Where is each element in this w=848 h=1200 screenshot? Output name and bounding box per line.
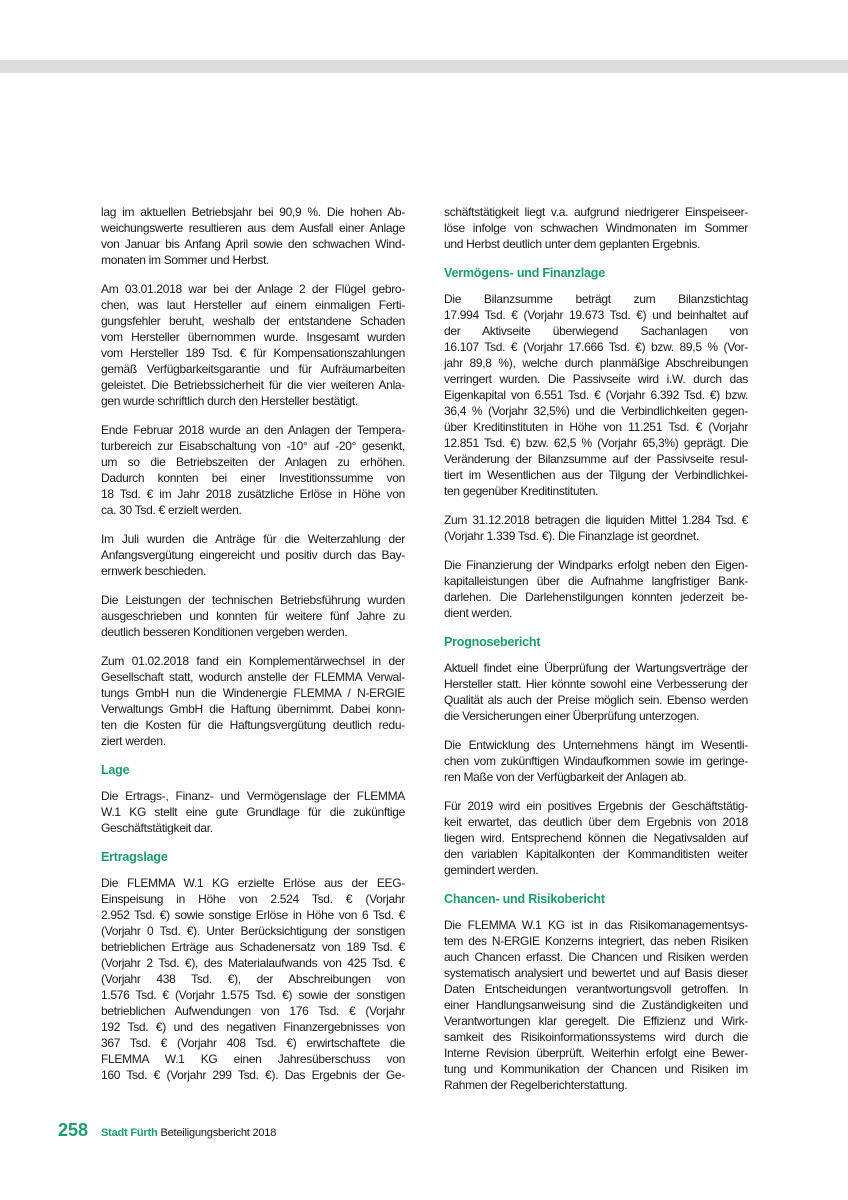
text-line: chen, was laut Hersteller auf einem einmaligen Ferti-: [101, 298, 405, 312]
text-line: ten gegenüber Kreditinstituten.: [444, 484, 599, 498]
text-line: ten die Kosten für die Haftungsvergütung deutlich redu-: [101, 718, 405, 732]
text-line: Zum 01.02.2018 fand ein Komplementärwechsel in der: [101, 654, 405, 668]
text-line: vom Hersteller übernommen wurde. Insgesamt wurden: [101, 330, 405, 344]
page-footer: [58, 1120, 276, 1141]
text-line: 12.851 Tsd. €) bzw. 62,5 % (Vorjahr 65,3%) geprägt. Die: [444, 436, 748, 450]
right-column: [444, 204, 748, 1106]
text-line: Zum 31.12.2018 betragen die liquiden Mittel 1.284 Tsd. €: [444, 513, 748, 527]
text-line: Die Leistungen der technischen Betriebsführung wurden: [101, 593, 405, 607]
section-heading: Ertragslage: [101, 850, 168, 864]
text-line: (Vorjahr 1.339 Tsd. €). Die Finanzlage ist geordnet.: [444, 529, 699, 543]
text-line: keit erwartet, das deutlich über dem Ergebnis von 2018: [444, 815, 748, 829]
text-line: die Versicherungen einer Überprüfung unterzogen.: [444, 709, 700, 723]
text-line: tung und Kommunikation der Chancen und Risiken im: [444, 1062, 748, 1076]
text-line: jahr 89,8 %), welche durch planmäßige Abschreibungen: [444, 356, 748, 370]
text-line: Aktuell findet eine Überprüfung der Wartungsverträge der: [444, 661, 748, 675]
text-line: 192 Tsd. €) und des negativen Finanzergebnisses von: [101, 1020, 405, 1034]
text-line: Die FLEMMA W.1 KG erzielte Erlöse aus der EEG-: [101, 876, 405, 890]
top-gray-bar: [0, 60, 848, 73]
text-line: vom Hersteller 189 Tsd. € für Kompensationszahlungen: [101, 346, 405, 360]
text-line: Die Bilanzsumme beträgt zum Bilanzstichtag: [444, 292, 748, 306]
text-line: ernwerk beschieden.: [101, 564, 207, 578]
text-line: 367 Tsd. € (Vorjahr 408 Tsd. €) erwirtschaftete die: [101, 1036, 405, 1050]
text-line: Rahmen der Regelberichterstattung.: [444, 1078, 628, 1092]
text-line: auch Chancen erfasst. Die Chancen und Risiken werden: [444, 950, 748, 964]
section-heading: Vermögens- und Finanzlage: [444, 266, 605, 280]
text-line: gen wurde schriftlich durch den Hersteller bestätigt.: [101, 394, 358, 408]
text-line: dient werden.: [444, 606, 513, 620]
text-line: monaten im Sommer und Herbst.: [101, 253, 270, 267]
text-line: (Vorjahr 0 Tsd. €). Unter Berücksichtigung der sonstigen: [101, 924, 405, 938]
text-line: 160 Tsd. € (Vorjahr 299 Tsd. €). Das Ergebnis der Ge-: [101, 1068, 405, 1082]
text-line: tem des N-ERGIE Konzerns integriert, das neben Risiken: [444, 934, 748, 948]
text-line: darlehen. Die Darlehenstilgungen konnten jederzeit be-: [444, 590, 748, 604]
text-line: chen vom zukünftigen Windaufkommen sowie im geringe-: [444, 754, 748, 768]
text-line: löse infolge von schwachen Windmonaten im Sommer: [444, 221, 748, 235]
paragraph: [444, 798, 748, 878]
paragraph: [444, 737, 748, 785]
text-line: 2.952 Tsd. €) sowie sonstige Erlöse in Höhe von 6 Tsd. €: [101, 908, 405, 922]
text-line: Gesellschaft statt, wodurch anstelle der FLEMMA Verwal-: [101, 670, 405, 684]
text-line: Verwaltungs GmbH die Haftung übernimmt. Dabei konn-: [101, 702, 405, 716]
paragraph: [444, 291, 748, 499]
paragraph: [444, 204, 748, 252]
paragraph: [101, 592, 405, 640]
text-line: FLEMMA W.1 KG einen Jahresüberschuss von: [101, 1052, 405, 1066]
section-heading: Chancen- und Risikobericht: [444, 892, 605, 906]
text-line: ausgeschrieben und konnten für weitere fünf Jahre zu: [101, 609, 405, 623]
section-heading: Lage: [101, 763, 130, 777]
text-line: Die FLEMMA W.1 KG ist in das Risikomanagementsys-: [444, 918, 748, 932]
text-line: Qualität als auch der Preise möglich sein. Ebenso werden: [444, 693, 748, 707]
text-line: Die Finanzierung der Windparks erfolgt neben den Eigen-: [444, 558, 748, 572]
text-line: geleistet. Die Betriebssicherheit für die vier weiteren Anla-: [101, 378, 405, 392]
text-line: 17.994 Tsd. € (Vorjahr 19.673 Tsd. €) und beinhaltet auf: [444, 308, 748, 322]
text-line: kapitalleistungen über die Aufnahme langfristiger Bank-: [444, 574, 748, 588]
text-line: weichungswerte resultieren aus dem Ausfall einer Anlage: [101, 221, 405, 235]
footer-report-title: Beteiligungsbericht 2018: [160, 1127, 277, 1139]
text-line: gemindert werden.: [444, 863, 539, 877]
paragraph: [444, 917, 748, 1093]
paragraph: [101, 788, 405, 836]
text-line: schäftstätigkeit liegt v.a. aufgrund niedrigerer Einspeiseer-: [444, 205, 748, 219]
paragraph: [101, 875, 405, 1083]
text-line: den variablen Kapitalkonten der Kommanditisten weiter: [444, 847, 748, 861]
section-heading: Prognosebericht: [444, 635, 541, 649]
paragraph: [444, 660, 748, 724]
text-line: lag im aktuellen Betriebsjahr bei 90,9 %. Die hohen Ab-: [101, 205, 405, 219]
text-line: der Aktivseite überwiegend Sachanlagen von: [444, 324, 748, 338]
text-line: Geschäftstätigkeit dar.: [101, 821, 213, 835]
text-line: 18 Tsd. € im Jahr 2018 zusätzliche Erlöse in Höhe von: [101, 487, 405, 501]
text-line: liegen wird. Entsprechend können die Negativsalden auf: [444, 831, 748, 845]
text-line: gungsfehler beruht, weshalb der entstandene Schaden: [101, 314, 405, 328]
text-line: betrieblichen Erträge aus Schadenersatz von 189 Tsd. €: [101, 940, 405, 954]
text-line: Dadurch konnten bei einer Investitionssumme von: [101, 471, 405, 485]
text-line: Für 2019 wird ein positives Ergebnis der Geschäftstätig-: [444, 799, 748, 813]
text-line: Im Juli wurden die Anträge für die Weiterzahlung der: [101, 532, 405, 546]
text-line: einer Handlungsanweisung sind die Zuständigkeiten und: [444, 998, 748, 1012]
text-line: Interne Revision überprüft. Weiterhin erfolgt eine Bewer-: [444, 1046, 748, 1060]
text-line: (Vorjahr 2 Tsd. €), des Materialaufwands von 425 Tsd. €: [101, 956, 405, 970]
paragraph: [444, 512, 748, 544]
text-line: turbereich zur Eisabschaltung von -10° auf -20° gesenkt,: [101, 439, 405, 453]
page-number: 258: [58, 1120, 89, 1140]
text-line: um so die Betriebszeiten der Anlagen zu erhöhen.: [101, 455, 405, 469]
text-line: betrieblichen Aufwendungen von 176 Tsd. € (Vorjahr: [101, 1004, 405, 1018]
text-line: 1.576 Tsd. € (Vorjahr 1.575 Tsd. €) sowie der sonstigen: [101, 988, 405, 1002]
text-line: samkeit des Risikoinformationssystems wird durch die: [444, 1030, 748, 1044]
text-line: tiert im Wesentlichen aus der Tilgung der Verbindlichkei-: [444, 468, 748, 482]
paragraph: [101, 531, 405, 579]
text-line: ren Maße von der Verfügbarkeit der Anlagen ab.: [444, 770, 687, 784]
text-line: Ende Februar 2018 wurde an den Anlagen der Tempera-: [101, 423, 405, 437]
text-line: über Kreditinstituten in Höhe von 11.251 Tsd. € (Vorjahr: [444, 420, 748, 434]
text-line: Anfangsvergütung eingereicht und positiv durch das Bay-: [101, 548, 405, 562]
text-line: Einspeisung in Höhe von 2.524 Tsd. € (Vorjahr: [101, 892, 405, 906]
text-line: ca. 30 Tsd. € erzielt werden.: [101, 503, 242, 517]
text-line: deutlich besseren Konditionen vergeben werden.: [101, 625, 348, 639]
text-line: Hersteller statt. Hier könnte sowohl eine Verbesserung der: [444, 677, 748, 691]
text-line: ziert werden.: [101, 734, 166, 748]
footer-city: Stadt Fürth: [101, 1127, 158, 1139]
text-line: tungs GmbH nun die Windenergie FLEMMA / N-ERGIE: [101, 686, 405, 700]
paragraph: [444, 557, 748, 621]
paragraph: [101, 422, 405, 518]
left-column: [101, 204, 405, 1096]
text-line: verringert wurden. Die Passivseite wird i.W. durch das: [444, 372, 748, 386]
text-line: 36,4 % (Vorjahr 32,5%) und die Verbindlichkeiten gegen-: [444, 404, 748, 418]
text-line: W.1 KG stellt eine gute Grundlage für die zukünftige: [101, 805, 405, 819]
paragraph: [101, 653, 405, 749]
text-line: (Vorjahr 438 Tsd. €), der Abschreibungen von: [101, 972, 405, 986]
text-line: Daten Entscheidungen verantwortungsvoll getroffen. In: [444, 982, 748, 996]
text-line: systematisch analysiert und bewertet und auf Basis dieser: [444, 966, 748, 980]
text-line: Die Ertrags-, Finanz- und Vermögenslage der FLEMMA: [101, 789, 405, 803]
text-line: 16.107 Tsd. € (Vorjahr 17.666 Tsd. €) bzw. 89,5 % (Vor-: [444, 340, 748, 354]
paragraph: [101, 204, 405, 268]
text-line: Verantwortungen klar geregelt. Die Effizienz und Wirk-: [444, 1014, 748, 1028]
text-line: von Januar bis Anfang April sowie den schwachen Wind-: [101, 237, 405, 251]
text-line: und Herbst deutlich unter dem geplanten Ergebnis.: [444, 237, 701, 251]
text-line: Die Entwicklung des Unternehmens hängt im Wesentli-: [444, 738, 748, 752]
text-line: Eigenkapital von 6.551 Tsd. € (Vorjahr 6.392 Tsd. €) bzw.: [444, 388, 748, 402]
paragraph: [101, 281, 405, 409]
text-line: Am 03.01.2018 war bei der Anlage 2 der Flügel gebro-: [101, 282, 405, 296]
text-line: Veränderung der Bilanzsumme auf der Passivseite resul-: [444, 452, 748, 466]
text-line: gemäß Verfügbarkeitsgarantie und für Aufräumarbeiten: [101, 362, 405, 376]
